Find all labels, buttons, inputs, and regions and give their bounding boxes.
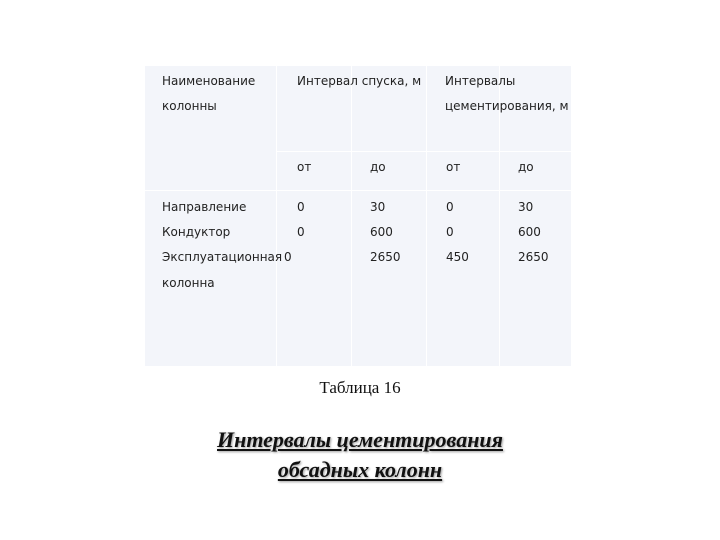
table-divider (351, 66, 352, 366)
table-divider (276, 151, 571, 152)
row-name: Направление (162, 200, 247, 214)
header-descent-interval: Интервал спуска, м (297, 74, 422, 88)
header-descent-to: до (370, 160, 386, 174)
row-descent-to: 30 (370, 200, 386, 214)
row-cement-from: 0 (446, 225, 454, 239)
header-name-line2: колонны (162, 99, 217, 113)
table-divider (145, 190, 571, 191)
header-cement-to: до (518, 160, 534, 174)
header-cement-line2: цементирования, м (445, 99, 569, 113)
header-name-line1: Наименование (162, 74, 256, 88)
row-cement-from: 450 (446, 250, 469, 264)
row-name-line2: колонна (162, 276, 215, 290)
header-cement-line1: Интервалы (445, 74, 516, 88)
row-descent-from: 0 (297, 225, 305, 239)
row-cement-to: 2650 (518, 250, 549, 264)
slide-title (0, 425, 720, 485)
row-descent-to: 2650 (370, 250, 401, 264)
row-cement-to: 30 (518, 200, 534, 214)
row-descent-to: 600 (370, 225, 393, 239)
cementing-intervals-table (145, 66, 571, 366)
header-descent-from: от (297, 160, 312, 174)
table-divider (276, 66, 277, 366)
header-cement-from: от (446, 160, 461, 174)
row-cement-to: 600 (518, 225, 541, 239)
row-cement-from: 0 (446, 200, 454, 214)
table-divider (426, 66, 427, 366)
row-descent-from: 0 (297, 200, 305, 214)
slide-title-line1: Интервалы цементирования (217, 427, 503, 452)
slide-title-line2: обсадных колонн (277, 457, 443, 482)
row-name: Кондуктор (162, 225, 231, 239)
row-descent-from: 0 (284, 250, 292, 264)
row-name-line1: Эксплуатационная (162, 250, 283, 264)
table-caption: Таблица 16 (319, 378, 401, 397)
